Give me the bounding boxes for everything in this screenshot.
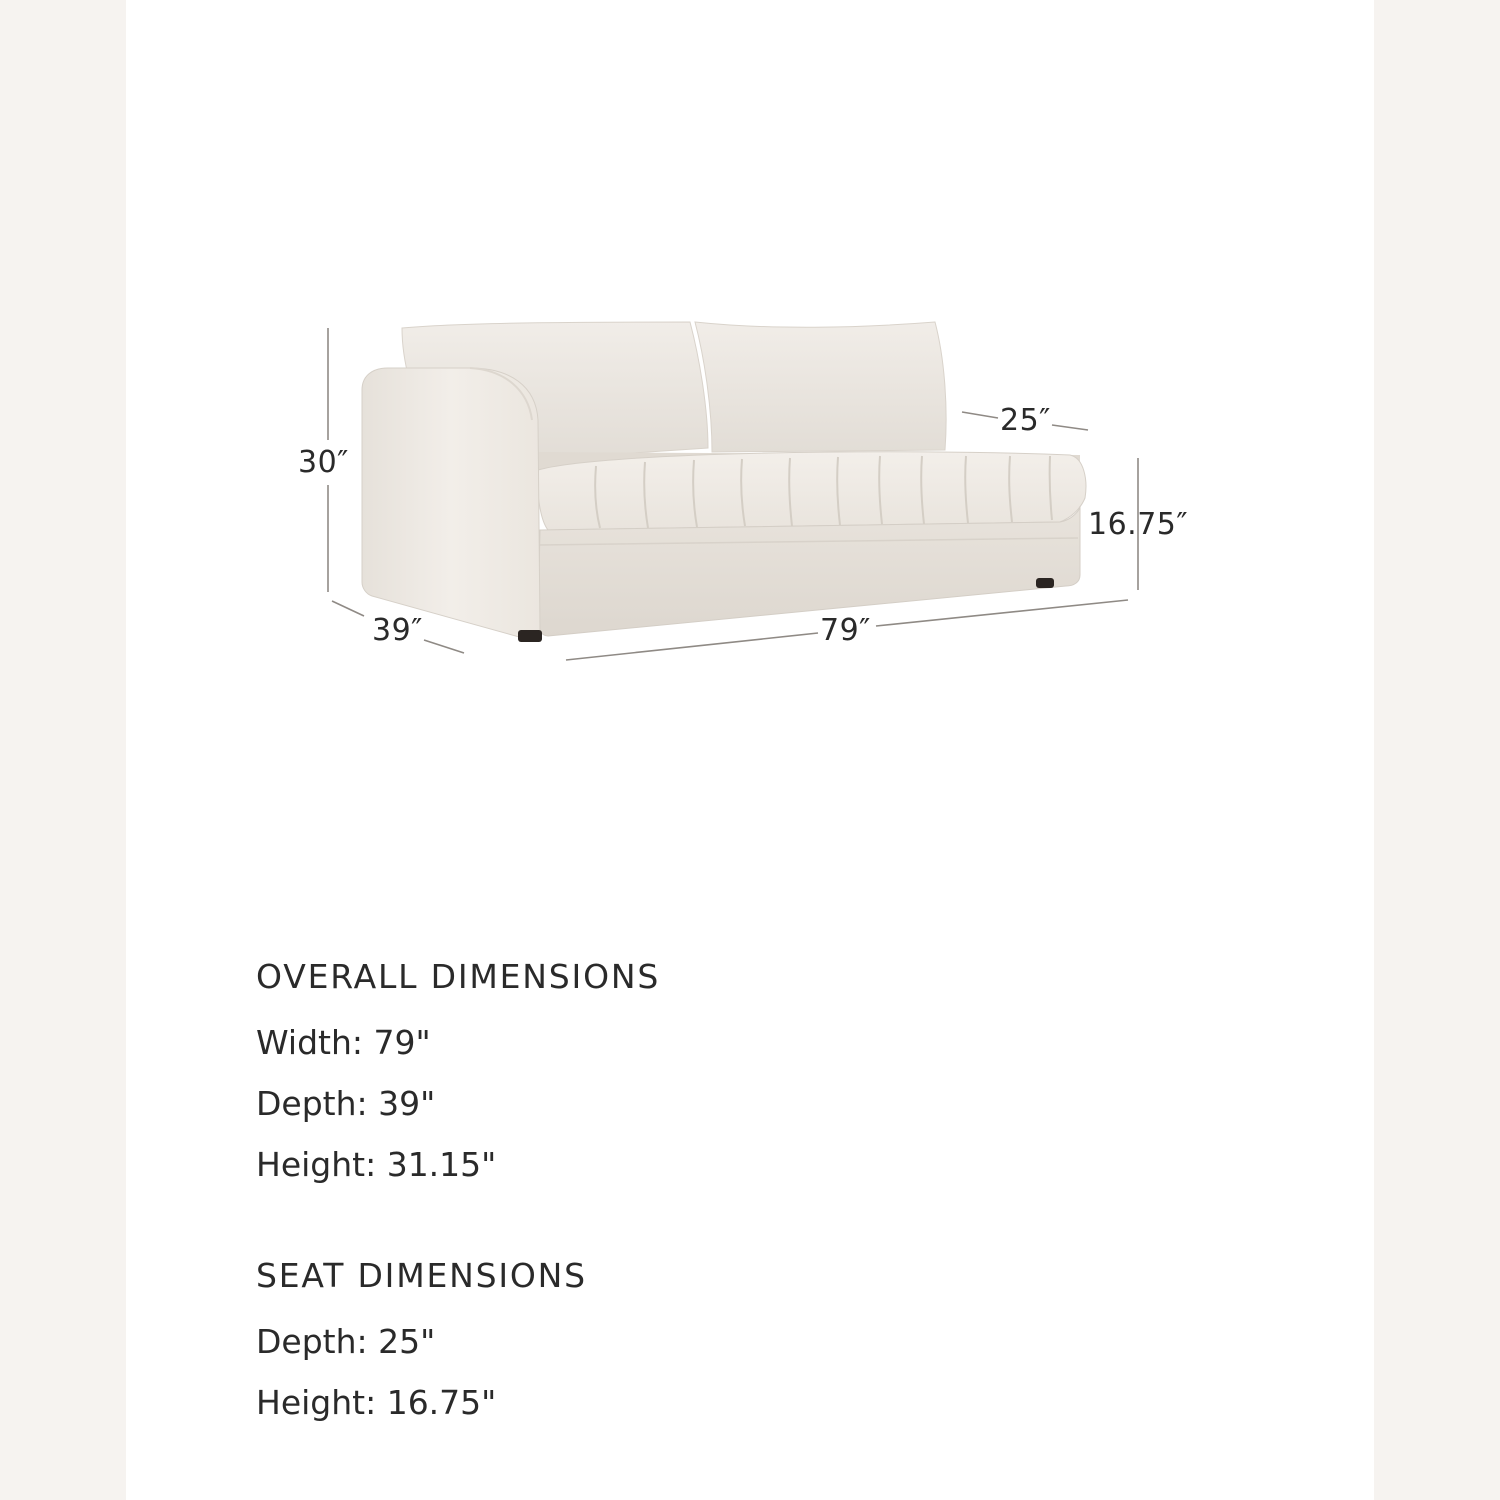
back-cushion-right — [695, 322, 946, 452]
seat-depth-dimension-line-right — [1052, 425, 1088, 430]
height-dimension-label: 30″ — [298, 445, 349, 480]
seat-depth: Depth: 25" — [256, 1322, 436, 1361]
overall-width: Width: 79" — [256, 1023, 431, 1062]
sofa-arm — [362, 368, 540, 640]
width-dimension-label: 79″ — [820, 613, 871, 648]
depth-dimension-label: 39″ — [372, 613, 423, 648]
seat-height-dimension-label: 16.75″ — [1088, 507, 1189, 542]
depth-dimension-line-left — [332, 601, 364, 616]
width-dimension-line-left — [566, 633, 818, 660]
seat-height: Height: 16.75" — [256, 1383, 497, 1422]
sofa-illustration — [362, 322, 1086, 642]
seat-depth-dimension-line-left — [962, 412, 998, 418]
width-dimension-line-right — [876, 600, 1128, 626]
overall-dimensions-title: OVERALL DIMENSIONS — [256, 957, 661, 996]
dimension-specs — [256, 950, 660, 1433]
seat-dimensions-title: SEAT DIMENSIONS — [256, 1256, 587, 1295]
overall-depth: Depth: 39" — [256, 1084, 436, 1123]
overall-height: Height: 31.15" — [256, 1145, 497, 1184]
sofa-leg-front — [518, 630, 542, 642]
seat-cushion — [537, 452, 1085, 530]
depth-dimension-line-right — [424, 640, 464, 653]
sofa-leg-back — [1036, 578, 1054, 588]
seat-depth-dimension-label: 25″ — [1000, 403, 1051, 438]
